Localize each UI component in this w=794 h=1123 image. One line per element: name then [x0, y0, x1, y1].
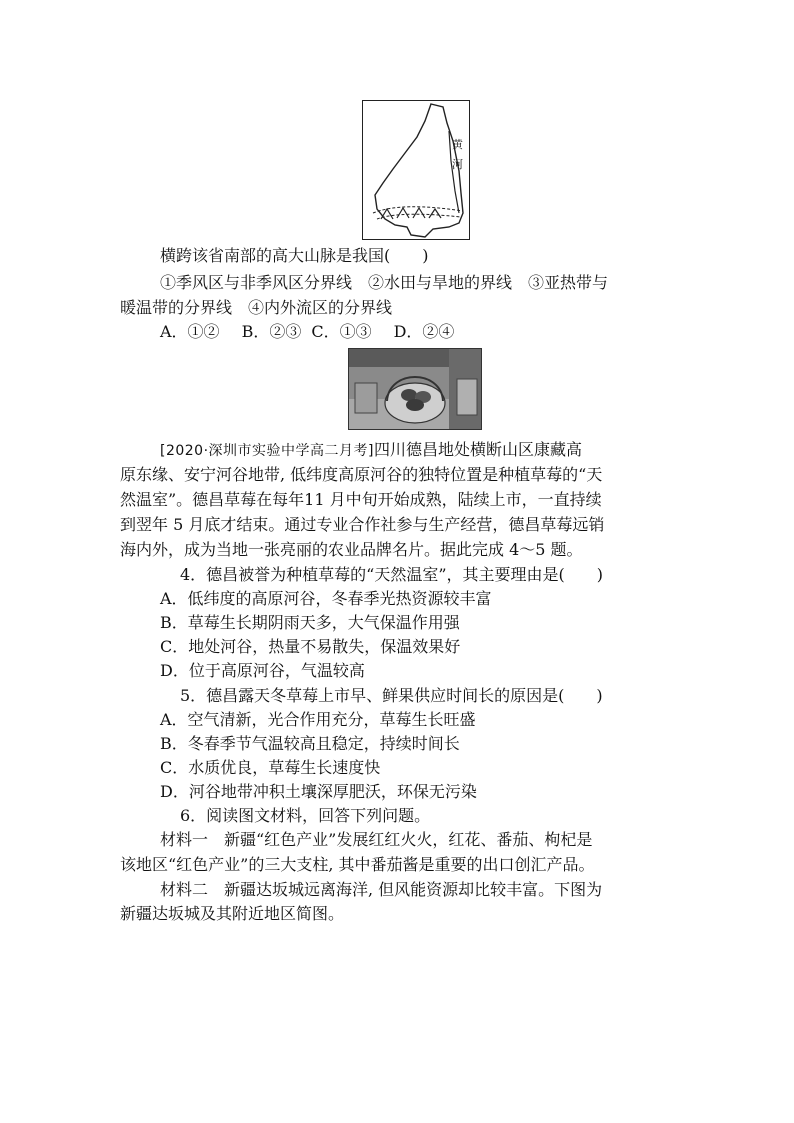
q5-option-d[interactable]: D．河谷地带冲积土壤深厚肥沃，环保无污染	[160, 782, 477, 801]
passage-line-2: 原东缘、安宁河谷地带, 低纬度高原河谷的独特位置是种植草莓的“天	[120, 465, 603, 484]
passage-line-1: [2020·深圳市实验中学高二月考]四川德昌地处横断山区康藏高	[160, 440, 583, 459]
passage-line-5: 海内外，成为当地一张亮丽的农业品牌名片。据此完成 4～5 题。	[120, 540, 583, 559]
material-1-line-2: 该地区“红色产业”的三大支柱, 其中番茄酱是重要的出口创汇产品。	[120, 855, 595, 874]
material-2-line-1: 材料二 新疆达坂城远离海洋, 但风能资源却比较丰富。下图为	[160, 880, 603, 899]
passage-line-4: 到翌年 5 月底才结束。通过专业合作社参与生产经营，德昌草莓远销	[120, 515, 605, 534]
q3-option-b[interactable]: B．②③	[241, 322, 302, 341]
question-3-statements-line-2: 暖温带的分界线 ④内外流区的分界线	[120, 298, 393, 317]
province-map-figure	[362, 100, 470, 240]
question-3-statements-line-1: ①季风区与非季风区分界线 ②水田与旱地的界线 ③亚热带与	[160, 273, 609, 292]
q5-option-a[interactable]: A．空气清新，光合作用充分，草莓生长旺盛	[160, 710, 476, 729]
q4-option-b[interactable]: B．草莓生长期阴雨天多，大气保温作用强	[160, 613, 460, 632]
q3-option-a[interactable]: A．①②	[160, 322, 220, 341]
q5-option-c[interactable]: C．水质优良，草莓生长速度快	[160, 758, 381, 777]
question-3-options	[160, 322, 680, 342]
material-2-line-2: 新疆达坂城及其附近地区简图。	[120, 904, 345, 923]
passage-line-3: 然温室”。德昌草莓在每年11 月中旬开始成熟，陆续上市，一直持续	[120, 490, 602, 509]
question-3-stem: 横跨该省南部的高大山脉是我国( )	[160, 246, 429, 265]
q3-option-d[interactable]: D．②④	[393, 322, 455, 341]
q4-option-a[interactable]: A．低纬度的高原河谷，冬春季光热资源较丰富	[160, 589, 492, 608]
strawberry-basket-photo	[348, 348, 482, 430]
river-label: 黄河	[452, 138, 463, 171]
question-5-stem: 5．德昌露天冬草莓上市早、鲜果供应时间长的原因是( )	[180, 686, 603, 705]
q5-option-b[interactable]: B．冬春季节气温较高且稳定，持续时间长	[160, 734, 460, 753]
passage-source: [2020·深圳市实验中学高二月考]	[160, 443, 375, 459]
question-6-stem: 6．阅读图文材料，回答下列问题。	[180, 806, 431, 825]
material-1-line-1: 材料一 新疆“红色产业”发展红红火火，红花、番茄、枸杞是	[160, 830, 593, 849]
q3-option-c[interactable]: C．①③	[311, 322, 372, 341]
question-4-stem: 4．德昌被誉为种植草莓的“天然温室”，其主要理由是( )	[180, 565, 604, 584]
q4-option-c[interactable]: C．地处河谷，热量不易散失，保温效果好	[160, 637, 461, 656]
q4-option-d[interactable]: D．位于高原河谷，气温较高	[160, 661, 365, 680]
